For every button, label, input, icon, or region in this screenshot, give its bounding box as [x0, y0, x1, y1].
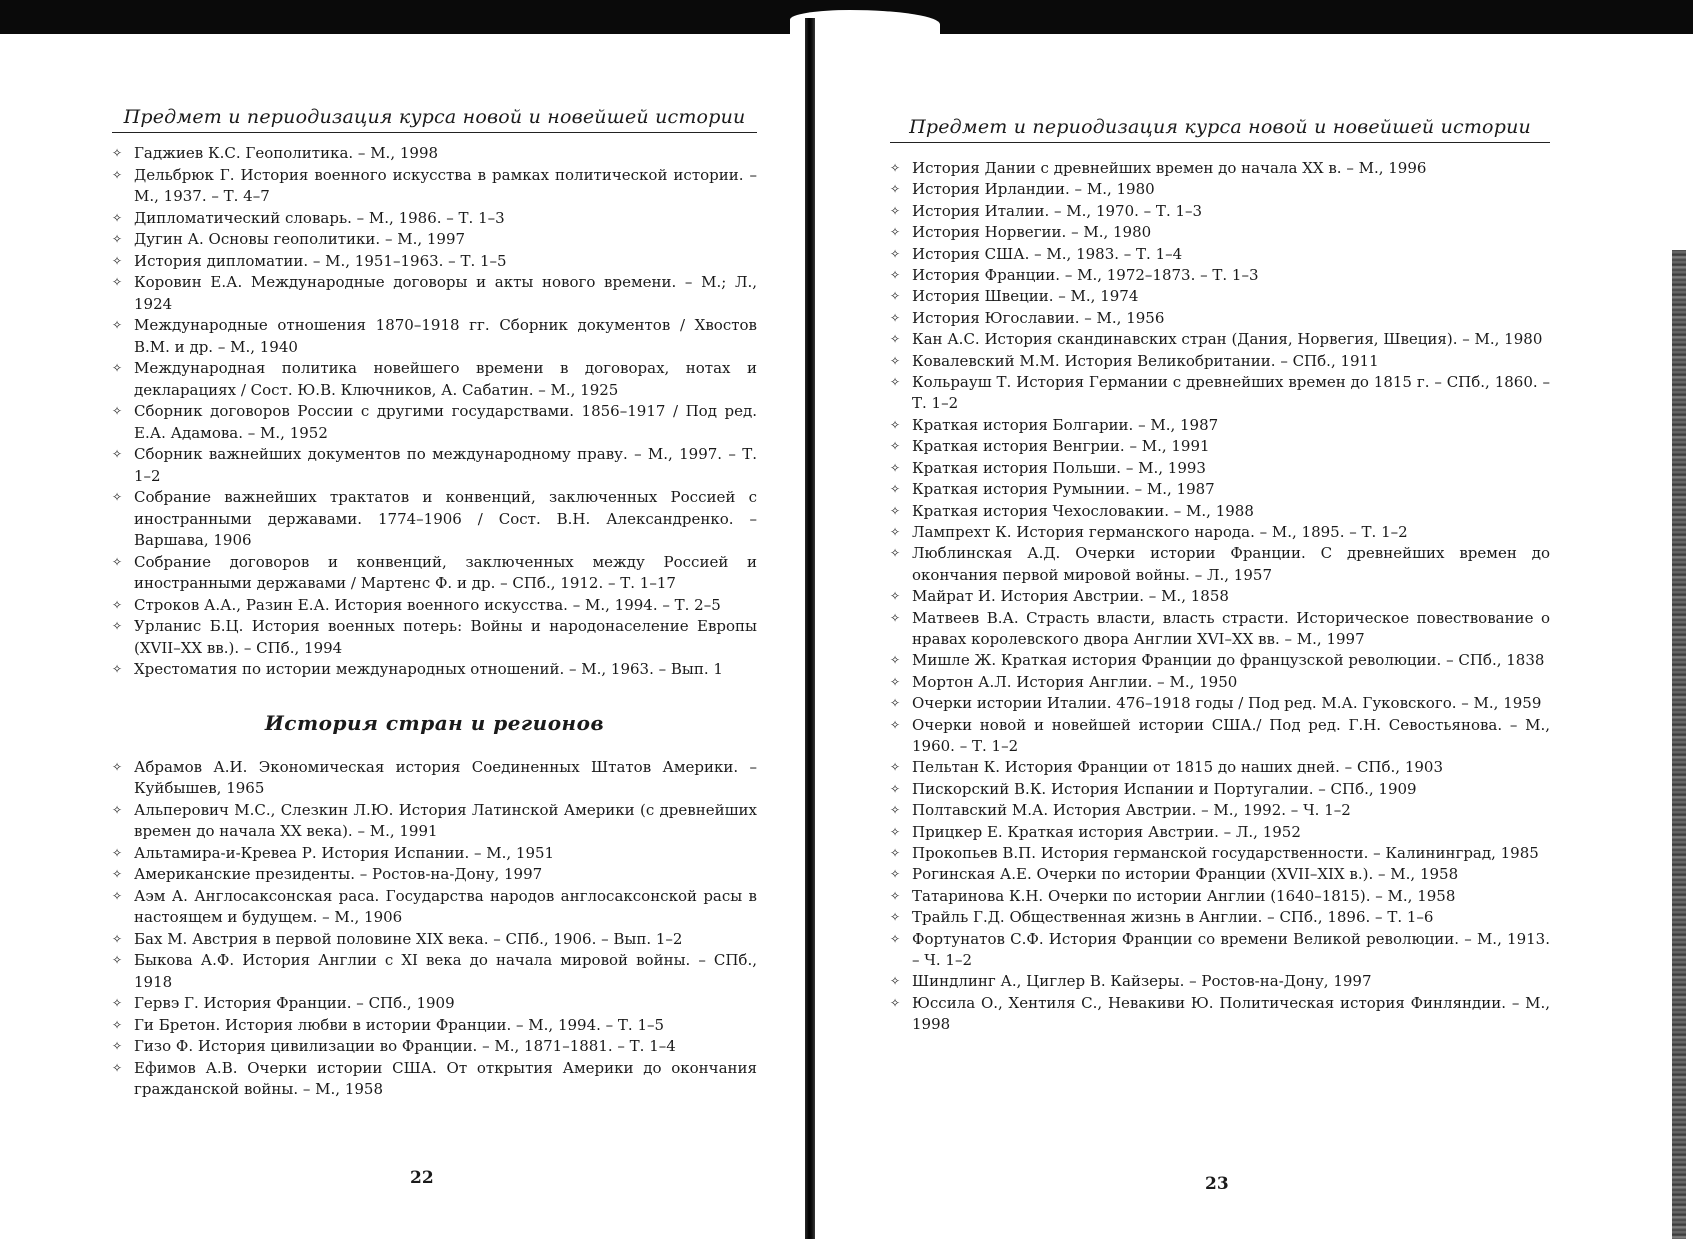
- diamond-bullet-icon: ✧: [112, 619, 123, 633]
- diamond-bullet-icon: ✧: [890, 653, 901, 668]
- diamond-bullet-icon: ✧: [890, 182, 901, 197]
- diamond-bullet-icon: ✧: [112, 888, 123, 903]
- reference-item: [112, 595, 757, 617]
- diamond-bullet-icon: ✧: [890, 225, 901, 240]
- diamond-bullet-icon: ✧: [112, 1017, 123, 1032]
- reference-item: [890, 715, 1550, 758]
- reference-item: [112, 165, 757, 208]
- reference-text: Краткая история Польши. – М., 1993: [912, 458, 1206, 477]
- reference-text: Люблинская А.Д. Очерки истории Франции. С древнейших времен до окончания первой мировой войны. – Л., 1957: [912, 544, 1550, 584]
- running-head-right: Предмет и периодизация курса новой и новейшей истории: [890, 116, 1550, 143]
- reference-text: История дипломатии. – М., 1951–1963. – Т. 1–5: [134, 251, 507, 270]
- reference-item: [890, 693, 1550, 714]
- reference-item: [890, 843, 1550, 864]
- reference-text: Краткая история Венгрии. – М., 1991: [912, 437, 1210, 456]
- diamond-bullet-icon: ✧: [112, 146, 123, 160]
- reference-item: [890, 201, 1550, 222]
- reference-text: Американские президенты. – Ростов-на-Дону, 1997: [134, 865, 543, 883]
- diamond-bullet-icon: ✧: [890, 546, 901, 561]
- reference-item: [890, 822, 1550, 843]
- diamond-bullet-icon: ✧: [890, 289, 901, 304]
- diamond-bullet-icon: ✧: [112, 447, 123, 461]
- reference-text: Ефимов А.В. Очерки истории США. От открытия Америки до окончания гражданской войны. – М., 1958: [134, 1058, 757, 1098]
- reference-item: [112, 886, 757, 929]
- diamond-bullet-icon: ✧: [112, 253, 123, 268]
- diamond-bullet-icon: ✧: [890, 460, 901, 475]
- diamond-bullet-icon: ✧: [112, 597, 123, 612]
- reference-item: [112, 229, 757, 251]
- page-number-left: 22: [410, 1168, 434, 1188]
- diamond-bullet-icon: ✧: [890, 417, 901, 432]
- diamond-bullet-icon: ✧: [890, 995, 901, 1010]
- reference-text: Лампрехт К. История германского народа. – М., 1895. – Т. 1–2: [912, 522, 1408, 541]
- diamond-bullet-icon: ✧: [890, 610, 901, 625]
- reference-text: Хрестоматия по истории международных отношений. – М., 1963. – Вып. 1: [134, 660, 723, 678]
- reference-item: [112, 843, 757, 865]
- diamond-bullet-icon: ✧: [112, 232, 123, 246]
- diamond-bullet-icon: ✧: [112, 845, 123, 860]
- diamond-bullet-icon: ✧: [890, 524, 901, 539]
- diamond-bullet-icon: ✧: [890, 910, 901, 925]
- reference-text: Прицкер Е. Краткая история Австрии. – Л., 1952: [912, 822, 1301, 841]
- reference-text: История Франции. – М., 1972–1873. – Т. 1–3: [912, 266, 1259, 285]
- reference-text: Альтамира-и-Кревеа Р. История Испании. – М., 1951: [134, 843, 555, 862]
- reference-item: [890, 436, 1550, 457]
- left-page: [112, 106, 757, 1101]
- reference-text: Сборник важнейших документов по международному праву. – М., 1997. – Т. 1–2: [134, 445, 757, 485]
- diamond-bullet-icon: ✧: [890, 203, 901, 218]
- reference-item: [112, 1036, 757, 1058]
- reference-text: Майрат И. История Австрии. – М., 1858: [912, 587, 1229, 606]
- reference-text: Кан А.С. История скандинавских стран (Дания, Норвегия, Швеция). – М., 1980: [912, 330, 1543, 349]
- reference-text: Мишле Ж. Краткая история Франции до французской революции. – СПб., 1838: [912, 651, 1545, 670]
- reference-item: [890, 265, 1550, 286]
- reference-item: [890, 779, 1550, 800]
- diamond-bullet-icon: ✧: [112, 404, 123, 418]
- right-page: [890, 116, 1550, 1036]
- reference-item: [890, 158, 1550, 179]
- diamond-bullet-icon: ✧: [890, 161, 901, 175]
- diamond-bullet-icon: ✧: [112, 275, 123, 289]
- diamond-bullet-icon: ✧: [112, 867, 123, 881]
- reference-item: [890, 179, 1550, 200]
- diamond-bullet-icon: ✧: [112, 554, 123, 569]
- reference-list-regions: [112, 757, 757, 1101]
- diamond-bullet-icon: ✧: [112, 1060, 123, 1075]
- diamond-bullet-icon: ✧: [112, 953, 123, 967]
- running-head-left: Предмет и периодизация курса новой и новейшей истории: [112, 106, 757, 133]
- reference-item: [890, 650, 1550, 671]
- diamond-bullet-icon: ✧: [890, 717, 901, 732]
- reference-text: Матвеев В.А. Страсть власти, власть страсти. Историческое повествование о нравах королевского двора Англии XVI–XX вв. – М., 1997: [912, 608, 1550, 648]
- reference-text: История Ирландии. – М., 1980: [912, 180, 1155, 199]
- reference-item: [890, 415, 1550, 436]
- diamond-bullet-icon: ✧: [112, 1039, 123, 1053]
- page-edge-shadow: [1672, 250, 1686, 1239]
- reference-text: Быкова А.Ф. История Англии с XI века до начала мировой войны. – СПб., 1918: [134, 951, 757, 991]
- reference-text: История Швеции. – М., 1974: [912, 287, 1139, 306]
- reference-item: [890, 479, 1550, 500]
- reference-text: Ги Бретон. История любви в истории Франции. – М., 1994. – Т. 1–5: [134, 1015, 665, 1034]
- reference-text: Гизо Ф. История цивилизации во Франции. – М., 1871–1881. – Т. 1–4: [134, 1037, 676, 1055]
- diamond-bullet-icon: ✧: [890, 353, 901, 368]
- reference-item: [890, 522, 1550, 543]
- reference-text: Фортунатов С.Ф. История Франции со времени Великой революции. – М., 1913. – Ч. 1–2: [912, 929, 1550, 970]
- reference-text: История Италии. – М., 1970. – Т. 1–3: [912, 201, 1203, 220]
- reference-item: [112, 401, 757, 444]
- reference-item: [112, 358, 757, 401]
- reference-item: [112, 929, 757, 951]
- reference-text: Дельбрюк Г. История военного искусства в рамках политической истории. – М., 1937. – Т. 4–7: [134, 165, 757, 205]
- diamond-bullet-icon: ✧: [890, 674, 901, 689]
- diamond-bullet-icon: ✧: [112, 802, 123, 817]
- reference-text: Краткая история Румынии. – М., 1987: [912, 480, 1215, 499]
- reference-item: [890, 993, 1550, 1036]
- reference-item: [890, 543, 1550, 586]
- reference-item: [890, 864, 1550, 885]
- reference-item: [890, 501, 1550, 522]
- reference-text: Дипломатический словарь. – М., 1986. – Т. 1–3: [134, 208, 505, 227]
- reference-text: Пискорский В.К. История Испании и Португалии. – СПб., 1909: [912, 779, 1417, 798]
- reference-item: [890, 672, 1550, 693]
- reference-text: Собрание договоров и конвенций, заключенных между Россией и иностранными державами / Мартенс Ф. и др. – СПб., 1912. – Т. 1–17: [134, 552, 757, 592]
- reference-item: [112, 800, 757, 843]
- diamond-bullet-icon: ✧: [890, 760, 901, 775]
- reference-text: Татаринова К.Н. Очерки по истории Англии (1640–1815). – М., 1958: [912, 886, 1456, 905]
- reference-text: Ковалевский М.М. История Великобритании. – СПб., 1911: [912, 351, 1379, 370]
- reference-text: Пельтан К. История Франции от 1815 до наших дней. – СПб., 1903: [912, 758, 1444, 777]
- reference-text: Шиндлинг А., Циглер В. Кайзеры. – Ростов-на-Дону, 1997: [912, 972, 1372, 991]
- reference-text: Рогинская А.Е. Очерки по истории Франции (XVII–XIX в.). – М., 1958: [912, 865, 1459, 884]
- reference-text: Урланис Б.Ц. История военных потерь: Войны и народонаселение Европы (XVII–XX вв.). – СПб., 1994: [134, 617, 757, 657]
- reference-item: [890, 586, 1550, 607]
- reference-item: [112, 208, 757, 230]
- diamond-bullet-icon: ✧: [890, 846, 901, 860]
- book-gutter: [805, 18, 815, 1239]
- diamond-bullet-icon: ✧: [890, 781, 901, 796]
- reference-item: [112, 143, 757, 165]
- diamond-bullet-icon: ✧: [890, 482, 901, 497]
- diamond-bullet-icon: ✧: [112, 167, 123, 182]
- reference-text: Юссила О., Хентиля С., Невакиви Ю. Политическая история Финляндии. – М., 1998: [912, 993, 1550, 1034]
- reference-item: [112, 272, 757, 315]
- diamond-bullet-icon: ✧: [112, 318, 123, 332]
- scan-top-shadow: [0, 0, 1693, 34]
- reference-item: [112, 659, 757, 681]
- reference-item: [890, 222, 1550, 243]
- reference-item: [890, 800, 1550, 821]
- reference-item: [112, 950, 757, 993]
- diamond-bullet-icon: ✧: [890, 888, 901, 903]
- reference-text: Краткая история Болгарии. – М., 1987: [912, 415, 1219, 434]
- diamond-bullet-icon: ✧: [890, 803, 901, 818]
- reference-text: Сборник договоров России с другими государствами. 1856–1917 / Под ред. Е.А. Адамова. – М., 1952: [134, 402, 757, 442]
- reference-text: История США. – М., 1983. – Т. 1–4: [912, 244, 1183, 263]
- diamond-bullet-icon: ✧: [890, 696, 901, 711]
- reference-item: [890, 907, 1550, 928]
- reference-item: [112, 251, 757, 273]
- reference-text: Трайль Г.Д. Общественная жизнь в Англии. – СПб., 1896. – Т. 1–6: [912, 908, 1434, 927]
- reference-item: [890, 286, 1550, 307]
- reference-item: [890, 971, 1550, 992]
- reference-item: [890, 886, 1550, 907]
- reference-item: [112, 487, 757, 552]
- reference-text: Бах М. Австрия в первой половине XIX века. – СПб., 1906. – Вып. 1–2: [134, 929, 683, 948]
- reference-item: [112, 1015, 757, 1037]
- reference-item: [112, 444, 757, 487]
- reference-item: [112, 552, 757, 595]
- diamond-bullet-icon: ✧: [112, 490, 123, 504]
- reference-item: [890, 458, 1550, 479]
- diamond-bullet-icon: ✧: [890, 246, 901, 261]
- reference-text: Кольрауш Т. История Германии с древнейших времен до 1815 г. – СПб., 1860. – Т. 1–2: [912, 373, 1550, 413]
- page-number-right: 23: [1205, 1174, 1229, 1194]
- reference-text: Собрание важнейших трактатов и конвенций, заключенных Россией с иностранными державами. 1774–1906 / Сост. В.Н. Александренко. – Варшава, 1906: [134, 488, 757, 549]
- reference-text: Очерки новой и новейшей истории США./ Под ред. Г.Н. Севостьянова. – М., 1960. – Т. 1–2: [912, 715, 1550, 755]
- diamond-bullet-icon: ✧: [890, 332, 901, 347]
- diamond-bullet-icon: ✧: [890, 439, 901, 454]
- reference-text: Абрамов А.И. Экономическая история Соединенных Штатов Америки. – Куйбышев, 1965: [134, 757, 757, 797]
- reference-text: Мортон А.Л. История Англии. – М., 1950: [912, 672, 1238, 691]
- reference-item: [890, 929, 1550, 972]
- diamond-bullet-icon: ✧: [890, 589, 901, 604]
- diamond-bullet-icon: ✧: [890, 974, 901, 989]
- reference-text: Очерки истории Италии. 476–1918 годы / Под ред. М.А. Гуковского. – М., 1959: [912, 694, 1542, 713]
- reference-text: Альперович М.С., Слезкин Л.Ю. История Латинской Америки (с древнейших времен до начала XX века). – М., 1991: [134, 800, 757, 840]
- reference-item: [112, 315, 757, 358]
- reference-text: Международные отношения 1870–1918 гг. Сборник документов / Хвостов В.М. и др. – М., 1940: [134, 316, 757, 356]
- reference-item: [112, 616, 757, 659]
- reference-text: Полтавский М.А. История Австрии. – М., 1992. – Ч. 1–2: [912, 801, 1351, 820]
- reference-text: Строков А.А., Разин Е.А. История военного искусства. – М., 1994. – Т. 2–5: [134, 595, 721, 614]
- diamond-bullet-icon: ✧: [112, 996, 123, 1010]
- reference-text: Коровин Е.А. Международные договоры и акты нового времени. – М.; Л., 1924: [134, 273, 757, 313]
- reference-text: Гаджиев К.С. Геополитика. – М., 1998: [134, 144, 439, 162]
- diamond-bullet-icon: ✧: [890, 503, 901, 518]
- reference-item: [890, 308, 1550, 329]
- reference-item: [890, 372, 1550, 415]
- reference-item: [112, 864, 757, 886]
- diamond-bullet-icon: ✧: [112, 759, 123, 774]
- diamond-bullet-icon: ✧: [112, 931, 123, 946]
- reference-text: Краткая история Чехословакии. – М., 1988: [912, 501, 1254, 520]
- reference-text: Аэм А. Англосаксонская раса. Государства народов англосаксонской расы в настоящем и будущем. – М., 1906: [134, 886, 757, 926]
- reference-text: История Дании с древнейших времен до начала XX в. – М., 1996: [912, 159, 1427, 177]
- reference-text: История Норвегии. – М., 1980: [912, 223, 1152, 242]
- diamond-bullet-icon: ✧: [890, 867, 901, 882]
- reference-item: [890, 329, 1550, 350]
- reference-list-left: [112, 143, 757, 681]
- reference-text: История Югославии. – М., 1956: [912, 308, 1165, 327]
- diamond-bullet-icon: ✧: [890, 375, 901, 390]
- reference-text: Международная политика новейшего времени в договорах, нотах и декларациях / Сост. Ю.В. Ключников, А. Сабатин. – М., 1925: [134, 359, 757, 399]
- diamond-bullet-icon: ✧: [890, 268, 901, 283]
- reference-text: Дугин А. Основы геополитики. – М., 1997: [134, 230, 466, 248]
- diamond-bullet-icon: ✧: [112, 361, 123, 375]
- reference-item: [890, 757, 1550, 778]
- reference-item: [112, 1058, 757, 1101]
- reference-item: [890, 244, 1550, 265]
- reference-list-right: [890, 158, 1550, 1036]
- reference-item: [890, 351, 1550, 372]
- reference-text: Прокопьев В.П. История германской государственности. – Калининград, 1985: [912, 844, 1539, 862]
- diamond-bullet-icon: ✧: [890, 310, 901, 325]
- reference-item: [112, 757, 757, 800]
- reference-text: Гервэ Г. История Франции. – СПб., 1909: [134, 994, 455, 1012]
- diamond-bullet-icon: ✧: [890, 931, 901, 946]
- reference-item: [112, 993, 757, 1015]
- reference-item: [890, 608, 1550, 651]
- diamond-bullet-icon: ✧: [112, 210, 123, 225]
- diamond-bullet-icon: ✧: [112, 662, 123, 676]
- diamond-bullet-icon: ✧: [890, 824, 901, 839]
- section-title: История стран и регионов: [264, 710, 605, 735]
